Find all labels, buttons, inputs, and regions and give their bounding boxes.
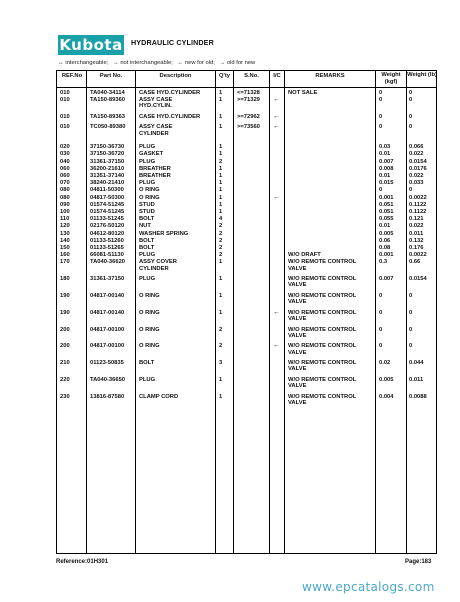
weight-kgf-cell: 0.005 — [379, 230, 394, 237]
weight-kgf-cell: 0 — [379, 90, 383, 96]
quantity-cell: 4 — [219, 216, 223, 223]
part-number-cell: 66081-51130 — [90, 252, 124, 259]
weight-kgf-cell: 0.01 — [379, 172, 391, 179]
quantity-cell: 1 — [219, 124, 223, 131]
ref-cell: 170 — [60, 259, 70, 266]
weight-kgf-cell: 0.001 — [379, 252, 394, 259]
parts-table — [56, 70, 437, 554]
weight-kgf-cell: 0.08 — [379, 244, 391, 251]
remarks-cell-line: W/O REMOTE CONTROL — [288, 393, 357, 400]
weight-lb-cell: 0.0154 — [409, 276, 427, 283]
description-cell-line: O RING — [139, 187, 160, 194]
column-divider — [284, 71, 285, 553]
column-header-description: Description — [159, 73, 192, 79]
ref-cell: 190 — [60, 292, 70, 299]
ref-cell: 210 — [60, 360, 70, 367]
ref-cell: 160 — [60, 252, 70, 259]
weight-kgf-cell: 0.051 — [379, 201, 394, 208]
weight-kgf-cell: 0 — [379, 97, 383, 104]
description-cell-line: BREATHER — [139, 172, 171, 179]
weight-kgf-cell: 0 — [379, 124, 383, 131]
remarks-cell-line: W/O REMOTE CONTROL — [288, 292, 357, 299]
remarks-cell-line: VALVE — [288, 315, 307, 322]
weight-kgf-cell: 0.004 — [379, 393, 394, 400]
quantity-cell: 2 — [219, 230, 223, 237]
legend-item: → old for new — [219, 60, 256, 66]
part-number-cell: 02176-50120 — [90, 223, 125, 230]
weight-lb-cell: 0.0154 — [409, 158, 427, 165]
quantity-cell: 1 — [219, 144, 223, 151]
part-number-cell: TA150-89360 — [90, 97, 126, 104]
column-divider — [375, 71, 376, 553]
interchange-cell: ← — [273, 193, 280, 201]
weight-lb-cell: 0.033 — [409, 180, 424, 187]
weight-kgf-cell: 0.007 — [379, 158, 394, 165]
quantity-cell: 1 — [219, 165, 223, 172]
description-cell-line: O RING — [139, 194, 160, 201]
part-number-cell: 31361-37150 — [90, 158, 125, 165]
weight-kgf-cell: 0.01 — [379, 223, 391, 230]
ref-cell: 220 — [60, 376, 70, 383]
remarks-cell-line: W/O REMOTE CONTROL — [288, 259, 357, 266]
quantity-cell: 1 — [219, 393, 223, 400]
quantity-cell: 3 — [219, 360, 223, 367]
part-number-cell: 31351-37140 — [90, 172, 125, 179]
part-number-cell: 36200-21610 — [90, 165, 125, 172]
weight-kgf-cell: 0.3 — [379, 259, 388, 266]
quantity-cell: 2 — [219, 326, 223, 333]
remarks-cell-line: W/O REMOTE CONTROL — [288, 276, 357, 283]
serial-number-cell: <=71328 — [237, 90, 260, 96]
ref-cell: 010 — [60, 124, 70, 131]
interchange-cell: ← — [273, 113, 280, 120]
weight-lb-cell: 0 — [409, 292, 413, 299]
weight-lb-cell: 0 — [409, 124, 413, 131]
description-cell-line: CYLINDER — [139, 130, 169, 137]
description-cell-line: O RING — [139, 326, 160, 333]
weight-lb-cell: 0.121 — [409, 216, 424, 223]
part-number-cell: 04817-50300 — [90, 194, 125, 201]
weight-lb-cell: 0.022 — [409, 172, 424, 179]
column-header-remarks: REMARKS — [315, 73, 345, 79]
weight-kgf-cell: 0.051 — [379, 208, 394, 215]
weight-lb-cell: 0 — [409, 90, 413, 96]
weight-lb-cell: 0.022 — [409, 223, 424, 230]
quantity-cell: 2 — [219, 237, 223, 244]
description-cell-line: BOLT — [139, 360, 155, 367]
weight-kgf-cell: 0.007 — [379, 276, 394, 283]
description-cell-line: PLUG — [139, 180, 156, 187]
weight-lb-cell: 0.0176 — [409, 165, 427, 172]
description-cell-line: NUT — [139, 223, 151, 230]
column-divider — [86, 71, 87, 553]
quantity-cell: 1 — [219, 114, 223, 120]
weight-lb-cell: 0 — [409, 343, 413, 350]
quantity-cell: 2 — [219, 252, 223, 259]
weight-lb-cell: 0 — [409, 114, 413, 120]
weight-lb-cell: 0.0022 — [409, 194, 427, 201]
serial-number-cell: >=72962 — [237, 114, 260, 120]
weight-kgf-cell: 0.03 — [379, 144, 391, 151]
quantity-cell: 1 — [219, 292, 223, 299]
weight-kgf-cell: 0 — [379, 114, 383, 120]
ref-cell: 190 — [60, 309, 70, 316]
weight-lb-cell: 0 — [409, 97, 413, 104]
quantity-cell: 1 — [219, 90, 223, 96]
ref-cell: 030 — [60, 151, 70, 158]
reference-code: Reference:01H301 — [56, 559, 109, 565]
description-cell-line: STUD — [139, 201, 155, 208]
description-cell-line: ASSY CASE — [139, 124, 173, 131]
quantity-cell: 1 — [219, 201, 223, 208]
quantity-cell: 1 — [219, 309, 223, 316]
ref-cell: 150 — [60, 244, 70, 251]
part-number-cell: 04811-50300 — [90, 187, 124, 194]
remarks-cell-line: W/O REMOTE CONTROL — [288, 376, 357, 383]
ref-cell: 200 — [60, 326, 70, 333]
weight-kgf-cell: 0.001 — [379, 194, 394, 201]
column-header-ref: REF.No — [61, 73, 83, 79]
quantity-cell: 1 — [219, 97, 223, 104]
table-header — [57, 71, 436, 88]
part-number-cell: 01133-51245 — [90, 216, 124, 223]
column-header-ic: I/C — [273, 73, 281, 79]
weight-kgf-cell: 0.005 — [379, 376, 394, 383]
quantity-cell: 1 — [219, 276, 223, 283]
weight-lb-cell: 0.011 — [409, 230, 424, 237]
weight-lb-cell: 0 — [409, 309, 413, 316]
weight-kgf-cell: 0 — [379, 187, 383, 194]
description-cell-line: STUD — [139, 208, 155, 215]
legend-item: → not interchangeable; — [112, 60, 173, 66]
remarks-cell-line: W/O REMOTE CONTROL — [288, 343, 357, 350]
part-number-cell: TA040-36620 — [90, 259, 126, 266]
weight-kgf-cell: 0.06 — [379, 237, 391, 244]
ref-cell: 200 — [60, 343, 70, 350]
remarks-cell-line: NOT SALE — [288, 90, 318, 96]
weight-kgf-cell: 0.015 — [379, 180, 394, 187]
weight-kgf-cell: 0.01 — [379, 151, 391, 158]
part-number-cell: 31361-37150 — [90, 276, 125, 283]
quantity-cell: 1 — [219, 208, 223, 215]
weight-lb-cell: 0.044 — [409, 360, 424, 367]
kubota-logo: Kubota — [59, 36, 123, 54]
interchange-cell: ← — [273, 308, 280, 316]
description-cell-line: PLUG — [139, 376, 156, 383]
part-number-cell: TA040-34114 — [90, 90, 125, 96]
description-cell-line: PLUG — [139, 144, 156, 151]
column-divider — [215, 71, 216, 553]
column-header-part: Part No. — [99, 73, 123, 79]
ref-cell: 060 — [60, 165, 70, 172]
weight-kgf-cell: 0 — [379, 343, 383, 350]
quantity-cell: 2 — [219, 223, 223, 230]
description-cell-line: HYD.CYLIN. — [139, 103, 172, 110]
quantity-cell: 1 — [219, 180, 223, 187]
quantity-cell: 1 — [219, 259, 223, 266]
ref-cell: 060 — [60, 172, 70, 179]
part-number-cell: TA150-89363 — [90, 114, 126, 120]
part-number-cell: 37150-36730 — [90, 144, 125, 151]
column-divider — [406, 71, 407, 553]
part-number-cell: 01133-51260 — [90, 237, 124, 244]
description-cell-line: CYLINDER — [139, 265, 169, 272]
quantity-cell: 1 — [219, 172, 223, 179]
weight-kgf-cell: 0.008 — [379, 165, 394, 172]
column-divider — [233, 71, 234, 553]
part-number-cell: 01574-51245 — [90, 208, 125, 215]
ref-cell: 010 — [60, 90, 70, 96]
weight-lb-cell: 0.132 — [409, 237, 424, 244]
ref-cell: 080 — [60, 187, 70, 194]
quantity-cell: 2 — [219, 158, 223, 165]
remarks-cell-line: VALVE — [288, 366, 307, 373]
description-cell-line: O RING — [139, 292, 160, 299]
part-number-cell: TA040-36650 — [90, 376, 126, 383]
weight-lb-cell: 0 — [409, 187, 413, 194]
ref-cell: 010 — [60, 97, 70, 104]
column-header-qty: Q'ty — [218, 73, 231, 79]
watermark: www.epcatalogs.com — [302, 580, 435, 594]
part-number-cell: 01133-51265 — [90, 244, 124, 251]
quantity-cell: 2 — [219, 244, 223, 251]
column-divider — [269, 71, 270, 553]
part-number-cell: 13816-87580 — [90, 393, 125, 400]
ref-cell: 040 — [60, 158, 70, 165]
page-title: HYDRAULIC CYLINDER — [131, 38, 214, 47]
part-number-cell: 04817-00140 — [90, 309, 125, 316]
part-number-cell: 01574-51245 — [90, 201, 125, 208]
weight-kgf-cell: 0 — [379, 309, 383, 316]
ref-cell: 070 — [60, 180, 70, 187]
ref-cell: 100 — [60, 208, 70, 215]
quantity-cell: 1 — [219, 376, 223, 383]
weight-kgf-cell: 0 — [379, 292, 383, 299]
description-cell-line: O RING — [139, 343, 160, 350]
part-number-cell: 04817-00140 — [90, 292, 125, 299]
remarks-cell-line: VALVE — [288, 332, 307, 339]
description-cell-line: GASKET — [139, 151, 164, 158]
ref-cell: 130 — [60, 230, 70, 237]
weight-kgf-cell: 0.055 — [379, 216, 394, 223]
quantity-cell: 2 — [219, 343, 223, 350]
remarks-cell-line: W/O REMOTE CONTROL — [288, 326, 357, 333]
quantity-cell: 1 — [219, 194, 223, 201]
description-cell-line: BOLT — [139, 237, 155, 244]
description-cell-line: CASE HYD.CYLINDER — [139, 114, 201, 120]
quantity-cell: 1 — [219, 151, 223, 158]
column-divider — [135, 71, 136, 553]
remarks-cell-line: W/O REMOTE CONTROL — [288, 360, 357, 367]
weight-lb-cell: 0.022 — [409, 151, 424, 158]
weight-lb-cell: 0.0088 — [409, 393, 427, 400]
description-cell-line: PLUG — [139, 276, 156, 283]
ref-cell: 110 — [60, 216, 70, 223]
weight-lb-cell: 0.066 — [409, 144, 424, 151]
column-header-weight-kgf: Weight (kgf) — [381, 72, 401, 85]
part-number-cell: TC050-89380 — [90, 124, 126, 131]
interchangeability-legend — [58, 60, 258, 66]
part-number-cell: 38240-21410 — [90, 180, 125, 187]
ref-cell: 180 — [60, 276, 70, 283]
weight-kgf-cell: 0 — [379, 326, 383, 333]
remarks-cell-line: VALVE — [288, 265, 307, 272]
weight-lb-cell: 0.1122 — [409, 201, 427, 208]
part-number-cell: 04817-00100 — [90, 343, 125, 350]
remarks-cell-line: VALVE — [288, 399, 307, 406]
remarks-cell-line: VALVE — [288, 383, 307, 390]
part-number-cell: 04817-00100 — [90, 326, 125, 333]
weight-lb-cell: 0 — [409, 326, 413, 333]
interchange-cell: ← — [273, 96, 280, 104]
remarks-cell-line: VALVE — [288, 282, 307, 289]
weight-lb-cell: 0.176 — [409, 244, 424, 251]
description-cell-line: BOLT — [139, 216, 155, 223]
description-cell-line: PLUG — [139, 158, 156, 165]
description-cell-line: O RING — [139, 309, 160, 316]
ref-cell: 010 — [60, 114, 70, 120]
serial-number-cell: >=71329 — [237, 97, 260, 104]
ref-cell: 020 — [60, 144, 70, 151]
ref-cell: 140 — [60, 237, 70, 244]
description-cell-line: ASSY CASE — [139, 97, 173, 104]
weight-lb-cell: 0.66 — [409, 259, 421, 266]
legend-item: ↔ interchangeable; — [58, 60, 109, 66]
description-cell-line: WASHER SPRING — [139, 230, 189, 237]
description-cell-line: PLUG — [139, 252, 156, 259]
column-header-sno: S.No. — [244, 73, 259, 79]
part-number-cell: 01123-50835 — [90, 360, 124, 367]
remarks-cell-line: VALVE — [288, 299, 307, 306]
ref-cell: 120 — [60, 223, 70, 230]
part-number-cell: 37150-36720 — [90, 151, 125, 158]
remarks-cell-line: VALVE — [288, 349, 307, 356]
interchange-cell: ← — [273, 123, 280, 131]
interchange-cell: ← — [273, 342, 280, 350]
legend-item: ← new for old; — [177, 60, 215, 66]
description-cell-line: CASE HYD.CYLINDER — [139, 90, 201, 96]
quantity-cell: 1 — [219, 187, 223, 194]
part-number-cell: 04612-80120 — [90, 230, 125, 237]
weight-kgf-cell: 0.02 — [379, 360, 391, 367]
weight-lb-cell: 0.011 — [409, 376, 424, 383]
remarks-cell-line: W/O DRAFT — [288, 252, 321, 259]
weight-lb-cell: 0.1122 — [409, 208, 427, 215]
description-cell-line: ASSY COVER — [139, 259, 177, 266]
page-number: Page:183 — [405, 559, 432, 565]
description-cell-line: BOLT — [139, 244, 155, 251]
description-cell-line: BREATHER — [139, 165, 171, 172]
weight-lb-cell: 0.0022 — [409, 252, 427, 259]
description-cell-line: CLAMP CORD — [139, 393, 179, 400]
ref-cell: 230 — [60, 393, 70, 400]
ref-cell: 090 — [60, 201, 70, 208]
serial-number-cell: >=73560 — [237, 124, 260, 131]
ref-cell: 080 — [60, 194, 70, 201]
remarks-cell-line: W/O REMOTE CONTROL — [288, 309, 357, 316]
column-header-weight-lb: Weight (lb) — [407, 72, 437, 78]
